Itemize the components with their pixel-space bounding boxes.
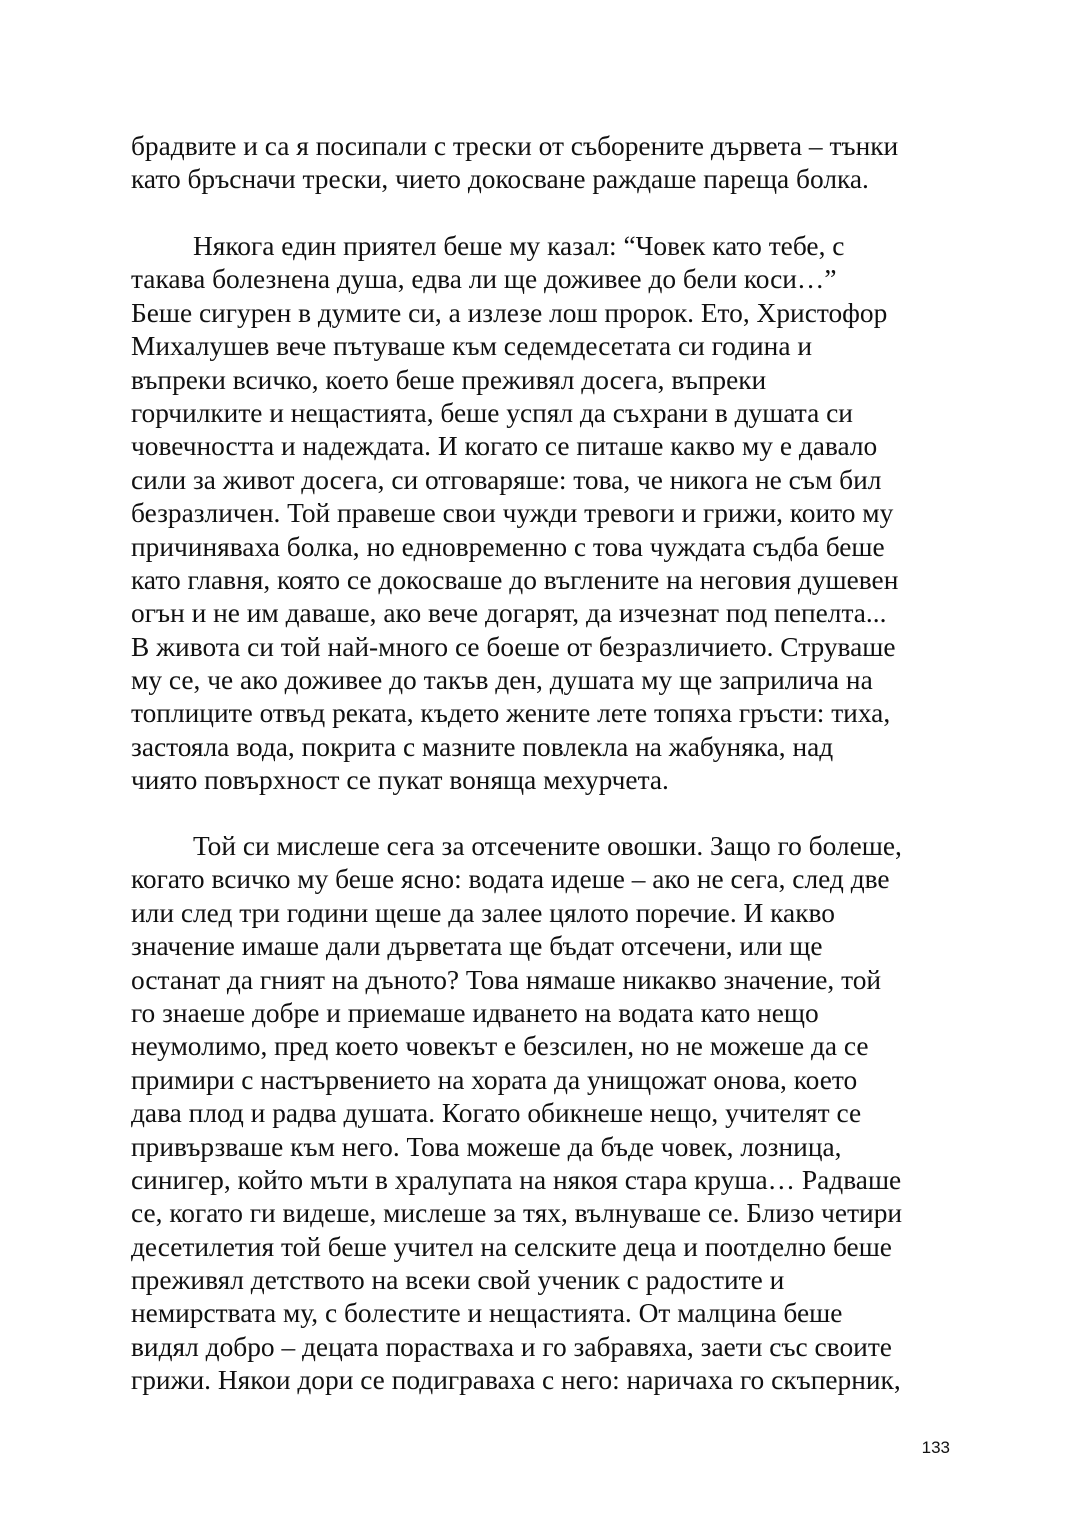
text-line: десетилетия той беше учител на селските деца и поотделно беше [131, 1231, 892, 1262]
text-line: привързваше към него. Това можеше да бъде човек, лозница, [131, 1131, 842, 1162]
text-line: примири с настървението на хората да унищожат онова, което [131, 1064, 858, 1095]
text-line: грижи. Някои дори се подиграваха с него: наричаха го скъперник, [131, 1365, 901, 1396]
text-line: или след три години щеше да залее цялото поречие. И какво [131, 897, 835, 928]
text-line: Беше сигурен в думите си, а излезе лош пророк. Ето, Христофор [131, 297, 888, 328]
text-line: въпреки всичко, което беше преживял досега, въпреки [131, 364, 767, 395]
paragraph-3 [131, 830, 961, 1398]
paragraph-2 [131, 230, 961, 798]
text-line: значение имаше дали дърветата ще бъдат отсечени, или ще [131, 931, 823, 962]
text-line: преживял детството на всеки свой ученик с радостите и [131, 1265, 785, 1296]
text-line: човечността и надеждата. И когато се питаше какво му е давало [131, 431, 878, 462]
text-line: го знаеше добре и приемаше идването на водата като нещо [131, 997, 819, 1028]
text-line: такава болезнена душа, едва ли ще доживее до бели коси…” [131, 264, 837, 295]
text-line: Михалушев вече пътуваше към седемдесетата си година и [131, 331, 813, 362]
text-line: синигер, който мъти в хралупата на някоя стара круша… Радваше [131, 1164, 902, 1195]
text-line: безразличен. Той правеше свои чужди тревоги и грижи, които му [131, 498, 894, 529]
text-line: неумолимо, пред което човекът е безсилен, но не можеше да се [131, 1031, 869, 1062]
text-line: сили за живот досега, си отговаряше: това, че никога не съм бил [131, 464, 882, 495]
text-line: огън и не им даваше, ако вече догарят, да изчезнат под пепелта... [131, 598, 887, 629]
text-line: като главня, която се докосваше до въглените на неговия душевен [131, 564, 899, 595]
text-line: горчилките и нещастията, беше успял да съхрани в душата си [131, 397, 853, 428]
paragraph-1 [131, 130, 961, 197]
page-number: 133 [921, 1438, 950, 1457]
text-line: Някога един приятел беше му казал: “Човек като тебе, с [193, 231, 845, 261]
text-line: чиято повърхност се пукат воняща мехурчета. [131, 765, 669, 796]
text-line: В живота си той най-много се боеше от безразличието. Струваше [131, 631, 896, 662]
text-line: видял добро – децата порастваха и го забравяха, заети със своите [131, 1331, 892, 1362]
text-line: дава плод и радва душата. Когато обикнеше нещо, учителят се [131, 1098, 862, 1129]
text-line: като бръсначи трески, чието докосване раждаше пареща болка. [131, 164, 869, 195]
text-line: когато всичко му беше ясно: водата идеше – ако не сега, след две [131, 864, 890, 895]
text-line: немирствата му, с болестите и нещастията. От малцина беше [131, 1298, 843, 1329]
text-line: брадвите и са я посипали с трески от съборените дървета – тънки [131, 131, 899, 161]
text-line: топлиците отвъд реката, където жените лете топяха гръсти: тиха, [131, 698, 891, 729]
text-line: Той си мислеше сега за отсечените овошки. Защо го болеше, [193, 831, 902, 861]
text-line: му се, че ако доживее до такъв ден, душата му ще заприлича на [131, 665, 873, 696]
text-line: застояла вода, покрита с мазните повлекла на жабуняка, над [131, 731, 834, 762]
text-line: се, когато ги видеше, мислеше за тях, вълнуваше се. Близо четири [131, 1198, 903, 1229]
text-line: причиняваха болка, но едновременно с това чуждата съдба беше [131, 531, 885, 562]
text-line: останат да гният на дъното? Това нямаше никакво значение, той [131, 964, 882, 995]
